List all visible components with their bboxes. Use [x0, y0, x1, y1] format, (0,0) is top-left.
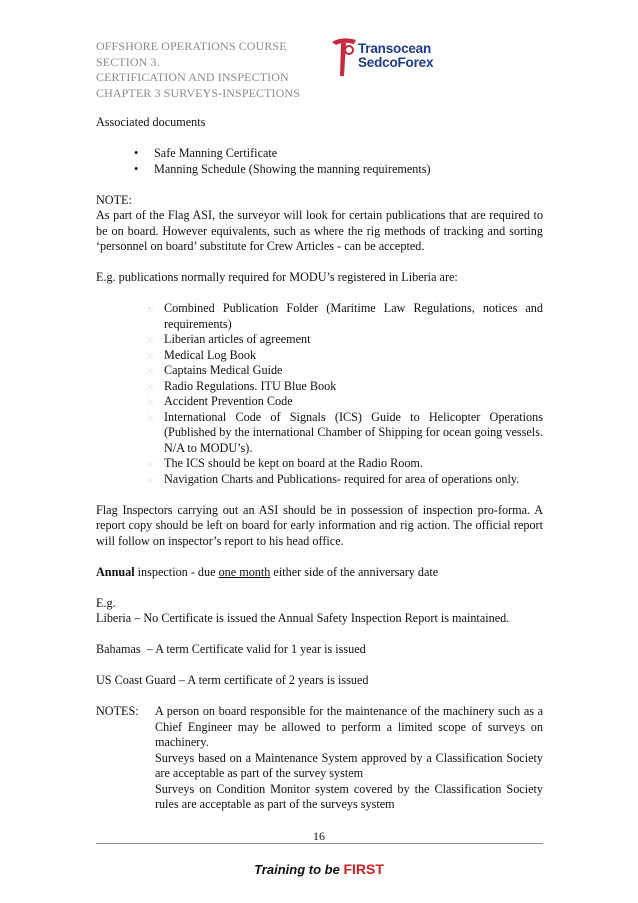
list-item: Liberian articles of agreement [144, 332, 543, 348]
list-item: • Safe Manning Certificate [134, 146, 278, 160]
notes-block [96, 704, 543, 813]
list-item: Radio Regulations. ITU Blue Book [144, 379, 543, 395]
list-item: International Code of Signals (ICS) Guide to Helicopter Operations (Published by the international Chamber of Shipping for ocean going vessels. N/A to MODU’s). [144, 410, 543, 457]
footer-divider [96, 843, 543, 844]
note-label: NOTE: [96, 192, 132, 207]
windmill-bullet-icon [144, 412, 156, 424]
windmill-bullet-icon [144, 365, 156, 377]
list-item: Captains Medical Guide [144, 363, 543, 379]
tagline-emphasis: FIRST [343, 861, 384, 877]
logo-line-2: SedcoForex [358, 55, 434, 70]
eg-intro: E.g. publications normally required for MODU’s registered in Liberia are: [96, 270, 458, 284]
list-item: Combined Publication Folder (Maritime Law Regulations, notices and requirements) [144, 301, 543, 332]
assoc-list [96, 146, 543, 177]
bullet-icon: • [134, 146, 139, 160]
windmill-bullet-icon [144, 350, 156, 362]
windmill-bullet-icon [144, 396, 156, 408]
logo-line-1: Transocean [358, 41, 432, 56]
bahamas-line: Bahamas – A term Certificate valid for 1 year is issued [96, 642, 366, 656]
publications-list [96, 301, 543, 487]
document-body [96, 115, 543, 813]
windmill-bullet-icon [144, 474, 156, 486]
list-item: Medical Log Book [144, 348, 543, 364]
annual-inspection-line: Annual inspection - due one month either side of the anniversary date [96, 564, 439, 579]
header-topic: CERTIFICATION AND INSPECTION [96, 70, 289, 84]
flag-inspectors-paragraph: Flag Inspectors carrying out an ASI should be in possession of inspection pro-forma. A report copy should be left on board for early information and rig action. The official report will follow on inspector’s report to his head office. [96, 502, 543, 548]
list-item: The ICS should be kept on board at the Radio Room. [144, 456, 543, 472]
eg-label: E.g. [96, 595, 116, 610]
document-header [96, 39, 300, 101]
footer-tagline: Training to be FIRST [254, 861, 384, 877]
page-number: 16 [313, 829, 325, 843]
bullet-icon: • [134, 161, 139, 176]
liberia-line: Liberia – No Certificate is issued the Annual Safety Inspection Report is maintained. [96, 611, 510, 625]
note-item: A person on board responsible for the maintenance of the machinery such as a Chief Engineer may be allowed to perform a limited scope of surveys on machinery. [155, 704, 543, 749]
header-chapter: CHAPTER 3 SURVEYS-INSPECTIONS [96, 85, 300, 100]
list-item: Navigation Charts and Publications- required for area of operations only. [144, 472, 543, 488]
assoc-title: Associated documents [96, 115, 206, 129]
header-course: OFFSHORE OPERATIONS COURSE [96, 39, 287, 53]
windmill-bullet-icon [144, 458, 156, 470]
company-logo [328, 34, 478, 80]
logo-mark-icon [328, 34, 358, 78]
note-text: As part of the Flag ASI, the surveyor will look for certain publications that are required to be on board. However equivalents, such as where the rig methods of tracking and sorting ‘personnel on board’ substitute for Crew Articles - can be accepted. [96, 208, 543, 253]
windmill-bullet-icon [144, 303, 156, 315]
list-item: • Manning Schedule (Showing the manning requirements) [134, 161, 431, 176]
list-item: Accident Prevention Code [144, 394, 543, 410]
note-item: Surveys on Condition Monitor system covered by the Classification Society rules are acceptable as part of the surveys system [155, 781, 543, 811]
notes-label: NOTES: [96, 704, 139, 718]
uscg-line: US Coast Guard – A term certificate of 2 years is issued [96, 673, 369, 687]
windmill-bullet-icon [144, 381, 156, 393]
windmill-bullet-icon [144, 334, 156, 346]
note-item: Surveys based on a Maintenance System approved by a Classification Society are acceptable as part of the survey system [155, 750, 543, 780]
header-section: SECTION 3. [96, 54, 160, 69]
